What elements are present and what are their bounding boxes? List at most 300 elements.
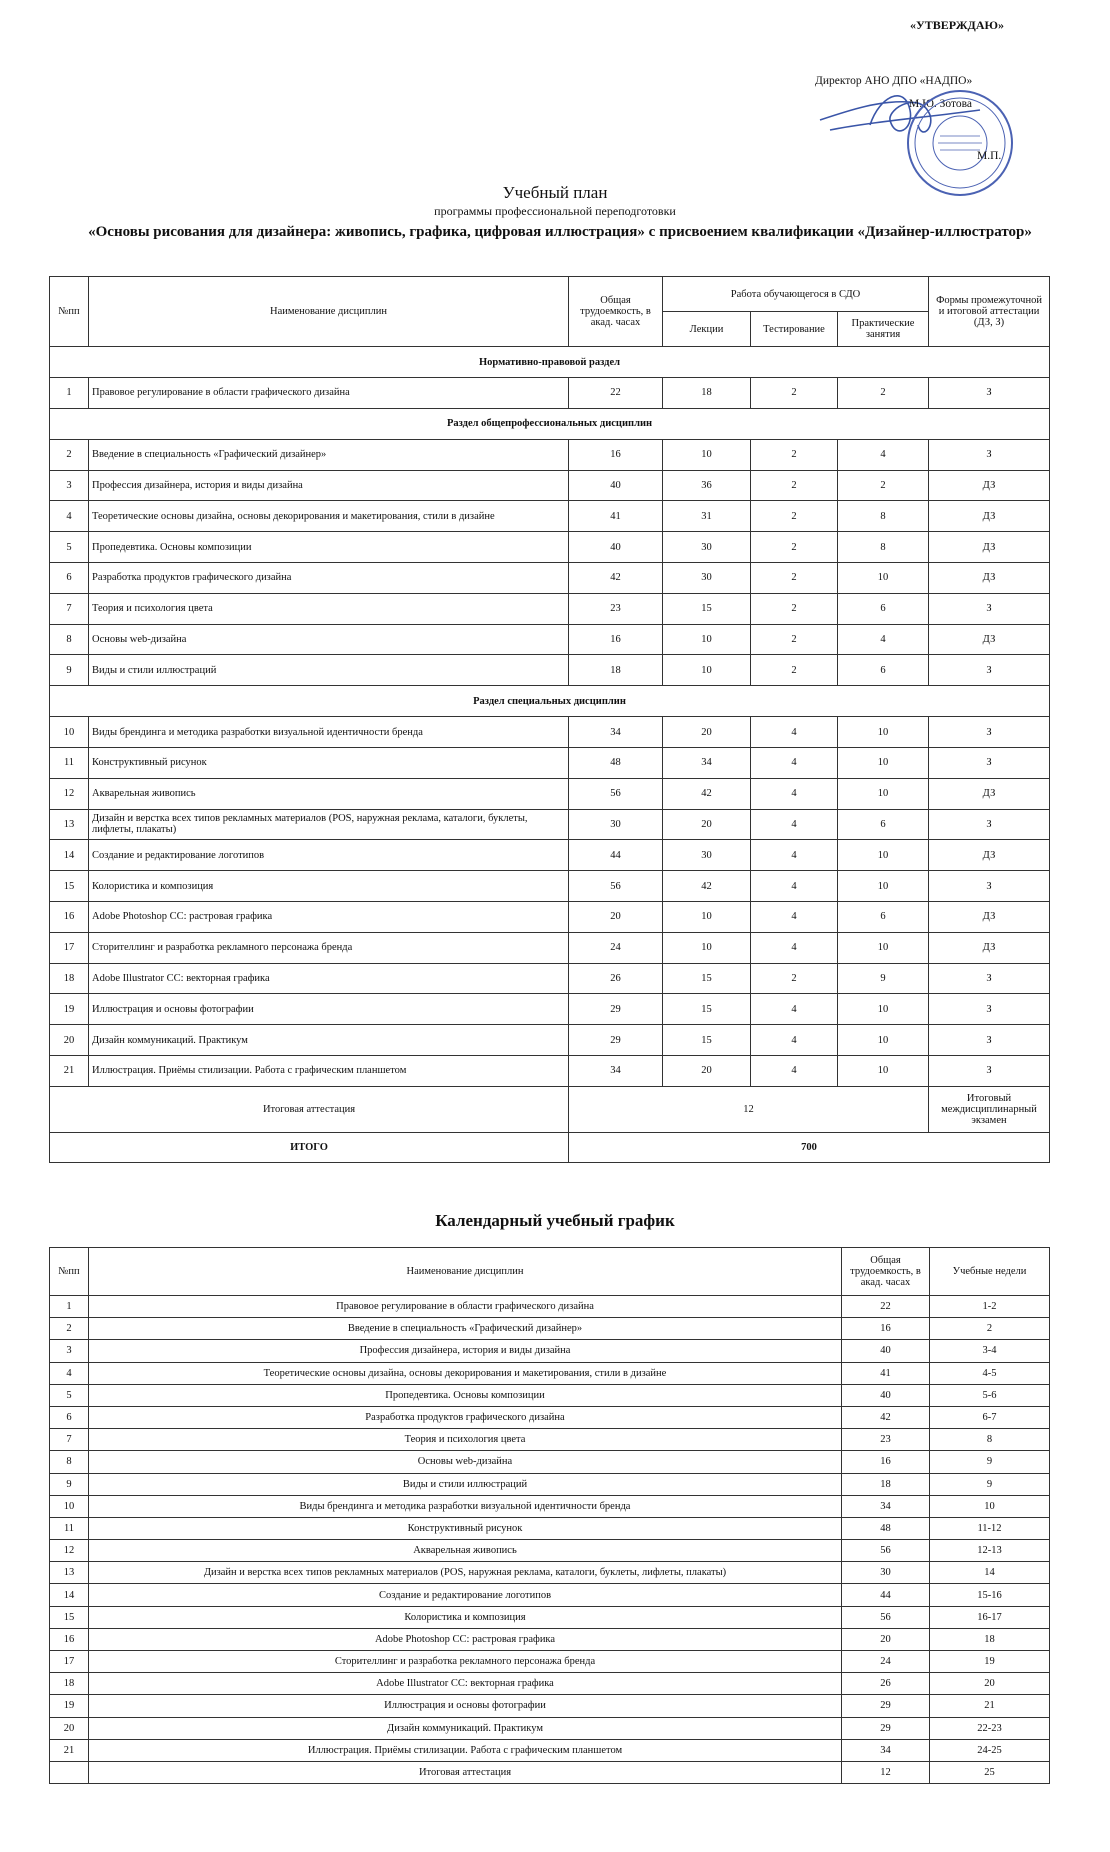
discipline-name: Введение в специальность «Графический дизайнер» — [89, 439, 569, 470]
total-hours: 20 — [569, 901, 663, 932]
table-row — [50, 562, 1050, 593]
discipline-name: Правовое регулирование в области графического дизайна — [89, 378, 569, 409]
practice-hours: 6 — [838, 655, 929, 686]
row-num: 13 — [50, 1562, 89, 1584]
table-row — [50, 1429, 1050, 1451]
practice-hours: 10 — [838, 717, 929, 748]
attestation-form: З — [929, 963, 1050, 994]
study-weeks: 22-23 — [930, 1717, 1050, 1739]
total-hours: 34 — [842, 1495, 930, 1517]
discipline-name: Акварельная живопись — [89, 1540, 842, 1562]
attestation-form: З — [929, 994, 1050, 1025]
table-row — [50, 655, 1050, 686]
table-row — [50, 1406, 1050, 1428]
attestation-form: ДЗ — [929, 501, 1050, 532]
table-row — [50, 747, 1050, 778]
total-hours: 30 — [842, 1562, 930, 1584]
final-label: Итоговая аттестация — [50, 1086, 569, 1132]
total-hours: 40 — [569, 532, 663, 563]
table-row — [50, 1628, 1050, 1650]
total-hours: 44 — [842, 1584, 930, 1606]
testing-hours: 2 — [751, 593, 838, 624]
study-weeks: 8 — [930, 1429, 1050, 1451]
table-row — [50, 840, 1050, 871]
row-num: 11 — [50, 747, 89, 778]
study-weeks: 14 — [930, 1562, 1050, 1584]
total-hours: 56 — [842, 1540, 930, 1562]
discipline-name: Конструктивный рисунок — [89, 747, 569, 778]
discipline-name: Основы web-дизайна — [89, 1451, 842, 1473]
row-num: 6 — [50, 1406, 89, 1428]
study-weeks: 18 — [930, 1628, 1050, 1650]
testing-hours: 2 — [751, 470, 838, 501]
table-row — [50, 1517, 1050, 1539]
total-row — [50, 1132, 1050, 1162]
page-title: Учебный план — [502, 183, 608, 202]
row-num: 2 — [50, 439, 89, 470]
lecture-hours: 42 — [663, 778, 751, 809]
study-weeks: 12-13 — [930, 1540, 1050, 1562]
table-row — [50, 1296, 1050, 1318]
row-num: 3 — [50, 470, 89, 501]
lecture-hours: 10 — [663, 901, 751, 932]
row-num: 5 — [50, 1384, 89, 1406]
row-num: 17 — [50, 1651, 89, 1673]
study-weeks: 10 — [930, 1495, 1050, 1517]
testing-hours: 4 — [751, 840, 838, 871]
table-row — [50, 1025, 1050, 1056]
practice-hours: 10 — [838, 778, 929, 809]
table-row — [50, 963, 1050, 994]
total-hours: 16 — [569, 624, 663, 655]
lecture-hours: 10 — [663, 439, 751, 470]
practice-hours: 4 — [838, 439, 929, 470]
total-hours: 40 — [842, 1340, 930, 1362]
lecture-hours: 10 — [663, 932, 751, 963]
row-num: 20 — [50, 1717, 89, 1739]
lecture-hours: 10 — [663, 655, 751, 686]
practice-hours: 10 — [838, 1055, 929, 1086]
practice-hours: 10 — [838, 840, 929, 871]
total-hours: 29 — [842, 1695, 930, 1717]
row-num: 16 — [50, 901, 89, 932]
row-num: 9 — [50, 655, 89, 686]
practice-hours: 10 — [838, 932, 929, 963]
section-title: Нормативно-правовой раздел — [50, 347, 1050, 378]
testing-hours: 2 — [751, 562, 838, 593]
practice-hours: 10 — [838, 562, 929, 593]
discipline-name: Колористика и композиция — [89, 1606, 842, 1628]
lecture-hours: 15 — [663, 963, 751, 994]
table-row — [50, 532, 1050, 563]
testing-hours: 2 — [751, 963, 838, 994]
discipline-name: Профессия дизайнера, история и виды дизайна — [89, 1340, 842, 1362]
lecture-hours: 34 — [663, 747, 751, 778]
total-hours: 16 — [842, 1451, 930, 1473]
table-row — [50, 1473, 1050, 1495]
table-row — [50, 1540, 1050, 1562]
col-name: Наименование дисциплин — [89, 277, 569, 347]
testing-hours: 4 — [751, 901, 838, 932]
stamp-label: М.П. — [977, 150, 1002, 162]
row-num: 17 — [50, 932, 89, 963]
lecture-hours: 30 — [663, 562, 751, 593]
attestation-form: ДЗ — [929, 778, 1050, 809]
row-num: 21 — [50, 1739, 89, 1761]
practice-hours: 6 — [838, 809, 929, 840]
attestation-form: ДЗ — [929, 901, 1050, 932]
row-num: 2 — [50, 1318, 89, 1340]
total-hours: 22 — [569, 378, 663, 409]
attestation-form: З — [929, 1025, 1050, 1056]
table-row — [50, 1318, 1050, 1340]
total-hours: 56 — [569, 871, 663, 902]
testing-hours: 2 — [751, 532, 838, 563]
total-hours: 40 — [842, 1384, 930, 1406]
testing-hours: 4 — [751, 994, 838, 1025]
signer-name: М.Ю. Зотова — [909, 98, 973, 110]
discipline-name: Adobe Photoshop CC: растровая графика — [89, 901, 569, 932]
table-row — [50, 624, 1050, 655]
study-weeks: 15-16 — [930, 1584, 1050, 1606]
practice-hours: 10 — [838, 871, 929, 902]
total-hours: 18 — [569, 655, 663, 686]
row-num: 19 — [50, 994, 89, 1025]
table-row — [50, 1055, 1050, 1086]
approval-heading: «УТВЕРЖДАЮ» — [909, 18, 1004, 32]
discipline-name: Дизайн и верстка всех типов рекламных материалов (POS, наружная реклама, каталоги, буклеты, лифлеты, плакаты) — [89, 1562, 842, 1584]
row-num: 10 — [50, 717, 89, 748]
testing-hours: 2 — [751, 501, 838, 532]
row-num: 4 — [50, 501, 89, 532]
table-row — [50, 717, 1050, 748]
row-num: 14 — [50, 840, 89, 871]
total-hours-sum: 700 — [569, 1132, 1050, 1162]
row-num: 4 — [50, 1362, 89, 1384]
row-num: 15 — [50, 871, 89, 902]
row-num — [50, 1761, 89, 1783]
discipline-name: Профессия дизайнера, история и виды дизайна — [89, 470, 569, 501]
lecture-hours: 15 — [663, 593, 751, 624]
row-num: 20 — [50, 1025, 89, 1056]
study-weeks: 1-2 — [930, 1296, 1050, 1318]
row-num: 1 — [50, 378, 89, 409]
table-row — [50, 1362, 1050, 1384]
discipline-name: Основы web-дизайна — [89, 624, 569, 655]
study-weeks: 9 — [930, 1451, 1050, 1473]
table-row — [50, 378, 1050, 409]
cal-col-total: Общая трудоемкость, в акад. часах — [842, 1248, 930, 1296]
total-hours: 42 — [569, 562, 663, 593]
study-weeks: 24-25 — [930, 1739, 1050, 1761]
total-hours: 40 — [569, 470, 663, 501]
total-label: ИТОГО — [50, 1132, 569, 1162]
section-row — [50, 347, 1050, 378]
discipline-name: Adobe Photoshop CC: растровая графика — [89, 1628, 842, 1650]
testing-hours: 4 — [751, 778, 838, 809]
total-hours: 23 — [569, 593, 663, 624]
row-num: 21 — [50, 1055, 89, 1086]
table-row — [50, 439, 1050, 470]
study-weeks: 25 — [930, 1761, 1050, 1783]
discipline-name: Виды брендинга и методика разработки визуальной идентичности бренда — [89, 1495, 842, 1517]
lecture-hours: 30 — [663, 840, 751, 871]
total-hours: 34 — [569, 717, 663, 748]
discipline-name: Сторителлинг и разработка рекламного персонажа бренда — [89, 1651, 842, 1673]
practice-hours: 10 — [838, 994, 929, 1025]
final-hours: 12 — [569, 1086, 929, 1132]
total-hours: 20 — [842, 1628, 930, 1650]
attestation-form: ДЗ — [929, 562, 1050, 593]
col-forms: Формы промежуточной и итоговой аттестации (ДЗ, З) — [929, 277, 1050, 347]
total-hours: 41 — [569, 501, 663, 532]
section-row — [50, 408, 1050, 439]
discipline-name: Создание и редактирование логотипов — [89, 1584, 842, 1606]
attestation-form: З — [929, 747, 1050, 778]
row-num: 1 — [50, 1296, 89, 1318]
testing-hours: 4 — [751, 932, 838, 963]
table-row — [50, 871, 1050, 902]
row-num: 13 — [50, 809, 89, 840]
table-row — [50, 994, 1050, 1025]
lecture-hours: 15 — [663, 1025, 751, 1056]
row-num: 3 — [50, 1340, 89, 1362]
discipline-name: Иллюстрация и основы фотографии — [89, 994, 569, 1025]
table-row — [50, 901, 1050, 932]
page-subtitle: программы профессиональной переподготовки — [434, 204, 676, 218]
discipline-name: Конструктивный рисунок — [89, 1517, 842, 1539]
row-num: 12 — [50, 778, 89, 809]
study-weeks: 21 — [930, 1695, 1050, 1717]
lecture-hours: 20 — [663, 717, 751, 748]
attestation-form: ДЗ — [929, 532, 1050, 563]
final-attestation-row — [50, 1086, 1050, 1132]
row-num: 7 — [50, 593, 89, 624]
total-hours: 23 — [842, 1429, 930, 1451]
director-title: Директор АНО ДПО «НАДПО» — [815, 75, 973, 87]
discipline-name: Колористика и композиция — [89, 871, 569, 902]
practice-hours: 2 — [838, 470, 929, 501]
lecture-hours: 42 — [663, 871, 751, 902]
discipline-name: Adobe Illustrator CC: векторная графика — [89, 963, 569, 994]
row-num: 19 — [50, 1695, 89, 1717]
table-row — [50, 1761, 1050, 1783]
discipline-name: Теоретические основы дизайна, основы декорирования и макетирования, стили в дизайне — [89, 501, 569, 532]
calendar-title: Календарный учебный график — [435, 1211, 675, 1230]
testing-hours: 4 — [751, 1055, 838, 1086]
study-weeks: 16-17 — [930, 1606, 1050, 1628]
lecture-hours: 10 — [663, 624, 751, 655]
row-num: 18 — [50, 1673, 89, 1695]
total-hours: 34 — [569, 1055, 663, 1086]
attestation-form: З — [929, 871, 1050, 902]
lecture-hours: 20 — [663, 1055, 751, 1086]
attestation-form: ДЗ — [929, 932, 1050, 963]
study-weeks: 19 — [930, 1651, 1050, 1673]
row-num: 7 — [50, 1429, 89, 1451]
total-hours: 16 — [842, 1318, 930, 1340]
discipline-name: Adobe Illustrator CC: векторная графика — [89, 1673, 842, 1695]
table-row — [50, 1340, 1050, 1362]
row-num: 5 — [50, 532, 89, 563]
total-hours: 18 — [842, 1473, 930, 1495]
table-row — [50, 932, 1050, 963]
row-num: 8 — [50, 1451, 89, 1473]
lecture-hours: 31 — [663, 501, 751, 532]
row-num: 9 — [50, 1473, 89, 1495]
lecture-hours: 36 — [663, 470, 751, 501]
row-num: 14 — [50, 1584, 89, 1606]
testing-hours: 2 — [751, 655, 838, 686]
discipline-name: Виды и стили иллюстраций — [89, 1473, 842, 1495]
discipline-name: Правовое регулирование в области графического дизайна — [89, 1296, 842, 1318]
study-plan-table — [49, 276, 1050, 1163]
practice-hours: 9 — [838, 963, 929, 994]
attestation-form: ДЗ — [929, 840, 1050, 871]
row-num: 12 — [50, 1540, 89, 1562]
study-weeks: 6-7 — [930, 1406, 1050, 1428]
total-hours: 16 — [569, 439, 663, 470]
total-hours: 29 — [569, 1025, 663, 1056]
table-row — [50, 1584, 1050, 1606]
practice-hours: 6 — [838, 593, 929, 624]
study-weeks: 9 — [930, 1473, 1050, 1495]
lecture-hours: 18 — [663, 378, 751, 409]
table-row — [50, 593, 1050, 624]
attestation-form: З — [929, 655, 1050, 686]
table-row — [50, 1695, 1050, 1717]
discipline-name: Виды и стили иллюстраций — [89, 655, 569, 686]
total-hours: 24 — [569, 932, 663, 963]
total-hours: 29 — [842, 1717, 930, 1739]
total-hours: 26 — [842, 1673, 930, 1695]
testing-hours: 2 — [751, 439, 838, 470]
row-num: 6 — [50, 562, 89, 593]
testing-hours: 2 — [751, 624, 838, 655]
study-weeks: 3-4 — [930, 1340, 1050, 1362]
discipline-name: Дизайн и верстка всех типов рекламных материалов (POS, наружная реклама, каталоги, буклеты, лифлеты, плакаты) — [89, 809, 569, 840]
discipline-name: Дизайн коммуникаций. Практикум — [89, 1025, 569, 1056]
table-row — [50, 1739, 1050, 1761]
col-num: №пп — [50, 277, 89, 347]
section-title: Раздел специальных дисциплин — [50, 686, 1050, 717]
table-row — [50, 1606, 1050, 1628]
testing-hours: 4 — [751, 871, 838, 902]
stamp-icon — [905, 88, 1015, 198]
testing-hours: 2 — [751, 378, 838, 409]
attestation-form: З — [929, 439, 1050, 470]
attestation-form: ДЗ — [929, 624, 1050, 655]
discipline-name: Иллюстрация и основы фотографии — [89, 1695, 842, 1717]
table-row — [50, 1495, 1050, 1517]
cal-col-num: №пп — [50, 1248, 89, 1296]
testing-hours: 4 — [751, 717, 838, 748]
total-hours: 42 — [842, 1406, 930, 1428]
table-row — [50, 1717, 1050, 1739]
table-row — [50, 1451, 1050, 1473]
attestation-form: ДЗ — [929, 470, 1050, 501]
discipline-name: Разработка продуктов графического дизайна — [89, 1406, 842, 1428]
total-hours: 30 — [569, 809, 663, 840]
row-num: 10 — [50, 1495, 89, 1517]
total-hours: 26 — [569, 963, 663, 994]
attestation-form: З — [929, 809, 1050, 840]
discipline-name: Создание и редактирование логотипов — [89, 840, 569, 871]
total-hours: 56 — [842, 1606, 930, 1628]
total-hours: 24 — [842, 1651, 930, 1673]
testing-hours: 4 — [751, 747, 838, 778]
col-total: Общая трудоемкость, в акад. часах — [569, 277, 663, 347]
study-weeks: 11-12 — [930, 1517, 1050, 1539]
total-hours: 56 — [569, 778, 663, 809]
final-form: Итоговый междисциплинарный экзамен — [929, 1086, 1050, 1132]
total-hours: 48 — [569, 747, 663, 778]
discipline-name: Введение в специальность «Графический дизайнер» — [89, 1318, 842, 1340]
discipline-name: Итоговая аттестация — [89, 1761, 842, 1783]
table-row — [50, 1562, 1050, 1584]
discipline-name: Пропедевтика. Основы композиции — [89, 1384, 842, 1406]
study-weeks: 4-5 — [930, 1362, 1050, 1384]
attestation-form: З — [929, 593, 1050, 624]
table-row — [50, 470, 1050, 501]
discipline-name: Теория и психология цвета — [89, 593, 569, 624]
total-hours: 44 — [569, 840, 663, 871]
table-row — [50, 1651, 1050, 1673]
study-weeks: 20 — [930, 1673, 1050, 1695]
discipline-name: Иллюстрация. Приёмы стилизации. Работа с графическим планшетом — [89, 1739, 842, 1761]
table-row — [50, 809, 1050, 840]
lecture-hours: 15 — [663, 994, 751, 1025]
program-title: «Основы рисования для дизайнера: живопись, графика, цифровая иллюстрация» с присвоением квалификации «Дизайнер-иллюстратор» — [88, 224, 1032, 240]
testing-hours: 4 — [751, 1025, 838, 1056]
total-hours: 34 — [842, 1739, 930, 1761]
discipline-name: Виды брендинга и методика разработки визуальной идентичности бренда — [89, 717, 569, 748]
row-num: 15 — [50, 1606, 89, 1628]
practice-hours: 10 — [838, 747, 929, 778]
study-weeks: 2 — [930, 1318, 1050, 1340]
row-num: 16 — [50, 1628, 89, 1650]
discipline-name: Пропедевтика. Основы композиции — [89, 532, 569, 563]
discipline-name: Сторителлинг и разработка рекламного персонажа бренда — [89, 932, 569, 963]
practice-hours: 2 — [838, 378, 929, 409]
table-row — [50, 1673, 1050, 1695]
total-hours: 48 — [842, 1517, 930, 1539]
practice-hours: 6 — [838, 901, 929, 932]
row-num: 18 — [50, 963, 89, 994]
calendar-table — [49, 1247, 1050, 1784]
discipline-name: Дизайн коммуникаций. Практикум — [89, 1717, 842, 1739]
total-hours: 12 — [842, 1761, 930, 1783]
attestation-form: З — [929, 378, 1050, 409]
table-row — [50, 501, 1050, 532]
row-num: 11 — [50, 1517, 89, 1539]
discipline-name: Теоретические основы дизайна, основы декорирования и макетирования, стили в дизайне — [89, 1362, 842, 1384]
discipline-name: Иллюстрация. Приёмы стилизации. Работа с графическим планшетом — [89, 1055, 569, 1086]
practice-hours: 4 — [838, 624, 929, 655]
lecture-hours: 20 — [663, 809, 751, 840]
table-row — [50, 778, 1050, 809]
attestation-form: З — [929, 1055, 1050, 1086]
total-hours: 29 — [569, 994, 663, 1025]
total-hours: 41 — [842, 1362, 930, 1384]
discipline-name: Теория и психология цвета — [89, 1429, 842, 1451]
col-practice: Практические занятия — [838, 312, 929, 347]
discipline-name: Акварельная живопись — [89, 778, 569, 809]
practice-hours: 8 — [838, 532, 929, 563]
study-weeks: 5-6 — [930, 1384, 1050, 1406]
section-row — [50, 686, 1050, 717]
cal-col-weeks: Учебные недели — [930, 1248, 1050, 1296]
